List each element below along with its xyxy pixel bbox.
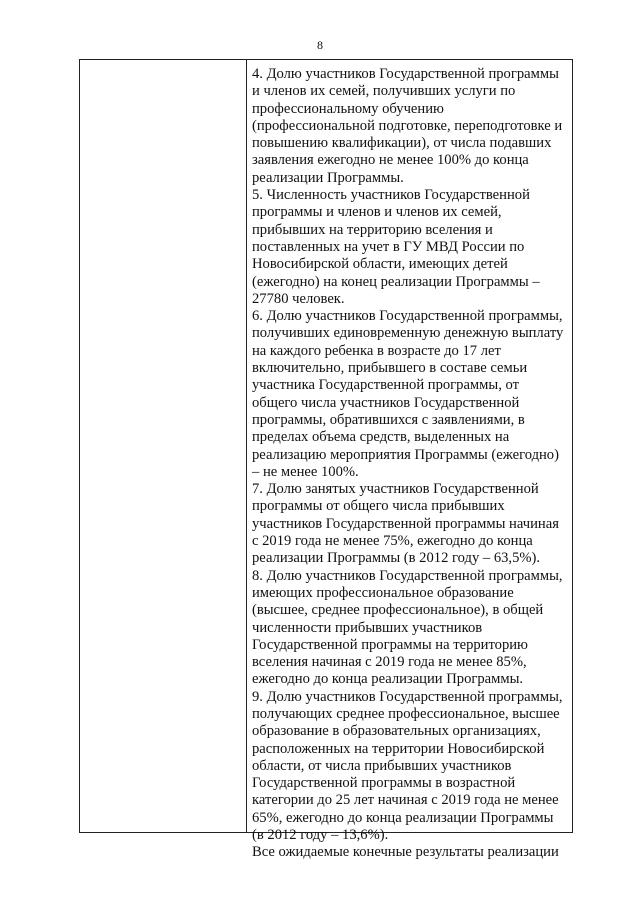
paragraph-item-4: 4. Долю участников Государственной программы и членов их семей, получивших услуги по профессиональному обучению (профессиональной подготовке, переподготовке и повышению квалификации), от числа подавших заявления ежегодно не менее 100% до конца реализации Программы.	[252, 66, 563, 186]
paragraph-item-7: 7. Долю занятых участников Государственной программы от общего числа прибывших участников Государственной программы начиная с 2019 года не менее 75%, ежегодно до конца реализации Программы (в 2012 году – 63,5%).	[252, 481, 559, 567]
paragraph-item-6: 6. Долю участников Государственной программы, получивших единовременную денежную выплату на каждого ребенка в возрасте до 17 лет включительно, прибывшего в составе семьи участника Государственной программы, от общего числа участников Государственной программы, обратившихся с заявлениями, в пределах объема средств, выделенных на реализацию мероприятия Программы (ежегодно) – не менее 100%.	[252, 308, 564, 480]
paragraph-results-intro: Все ожидаемые конечные результаты реализации	[252, 844, 559, 861]
paragraph-item-5: 5. Численность участников Государственной программы и членов и членов их семей, прибывших на территорию вселения и поставленных на учет в ГУ МВД России по Новосибирской области, имеющих детей (ежегодно) на конец реализации Программы – 27780 человек.	[252, 187, 540, 307]
table-left-cell	[80, 60, 247, 832]
paragraph-item-9: 9. Долю участников Государственной программы, получающих среднее профессиональное, высшее образование в образовательных организациях, расположенных на территории Новосибирской области, от числа прибывших участников Государственной программы в возрастной категории до 25 лет начиная с 2019 года не менее 65%, ежегодно до конца реализации Программы (в 2012 году – 13,6%).	[252, 688, 563, 844]
page-number: 8	[317, 38, 323, 52]
paragraph-item-8: 8. Долю участников Государственной программы, имеющих профессиональное образование (высшее, среднее профессиональное), в общей численности прибывших участников Государственной программы на территорию вселения начиная с 2019 года не менее 85%, ежегодно до конца реализации Программы.	[252, 567, 563, 688]
table-right-cell	[247, 60, 572, 861]
program-table	[79, 59, 573, 861]
